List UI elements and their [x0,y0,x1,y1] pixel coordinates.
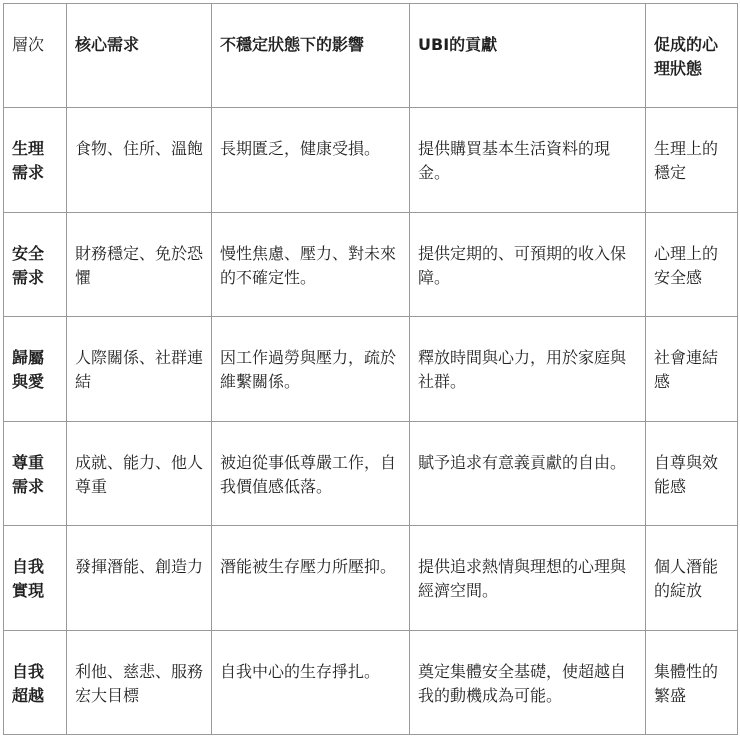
table-row [4,630,738,735]
level-cell: 生理需求 [4,108,67,213]
ubi-cell: 提供購買基本生活資料的現金。 [410,108,646,213]
impact-cell: 自我中心的生存掙扎。 [212,630,410,735]
state-cell: 集體性的繁盛 [646,630,738,735]
table-row [4,212,738,317]
level-cell: 歸屬與愛 [4,317,67,422]
table-row [4,108,738,213]
ubi-cell: 提供追求熱情與理想的心理與經濟空間。 [410,526,646,631]
state-cell: 社會連結感 [646,317,738,422]
header-psych-state: 促成的心理狀態 [646,4,738,108]
table-row [4,317,738,422]
need-cell: 發揮潛能、創造力 [67,526,212,631]
header-ubi-contribution: UBI的貢獻 [410,4,646,108]
impact-cell: 因工作過勞與壓力，疏於維繫關係。 [212,317,410,422]
table-row [4,421,738,526]
table-row [4,526,738,631]
level-cell: 尊重需求 [4,421,67,526]
need-cell: 食物、住所、溫飽 [67,108,212,213]
state-cell: 個人潛能的綻放 [646,526,738,631]
hierarchy-table [3,3,738,735]
header-level: 層次 [4,4,67,108]
level-cell: 安全需求 [4,212,67,317]
level-cell: 自我實現 [4,526,67,631]
state-cell: 自尊與效能感 [646,421,738,526]
impact-cell: 長期匱乏，健康受損。 [212,108,410,213]
impact-cell: 慢性焦慮、壓力、對未來的不確定性。 [212,212,410,317]
header-core-need: 核心需求 [67,4,212,108]
ubi-cell: 賦予追求有意義貢獻的自由。 [410,421,646,526]
need-cell: 財務穩定、免於恐懼 [67,212,212,317]
ubi-cell: 釋放時間與心力，用於家庭與社群。 [410,317,646,422]
impact-cell: 潛能被生存壓力所壓抑。 [212,526,410,631]
impact-cell: 被迫從事低尊嚴工作，自我價值感低落。 [212,421,410,526]
ubi-cell: 提供定期的、可預期的收入保障。 [410,212,646,317]
header-impact: 不穩定狀態下的影響 [212,4,410,108]
need-cell: 成就、能力、他人尊重 [67,421,212,526]
level-cell: 自我超越 [4,630,67,735]
table-header-row [4,4,738,108]
ubi-cell: 奠定集體安全基礎，使超越自我的動機成為可能。 [410,630,646,735]
state-cell: 生理上的穩定 [646,108,738,213]
need-cell: 利他、慈悲、服務宏大目標 [67,630,212,735]
state-cell: 心理上的安全感 [646,212,738,317]
need-cell: 人際關係、社群連結 [67,317,212,422]
